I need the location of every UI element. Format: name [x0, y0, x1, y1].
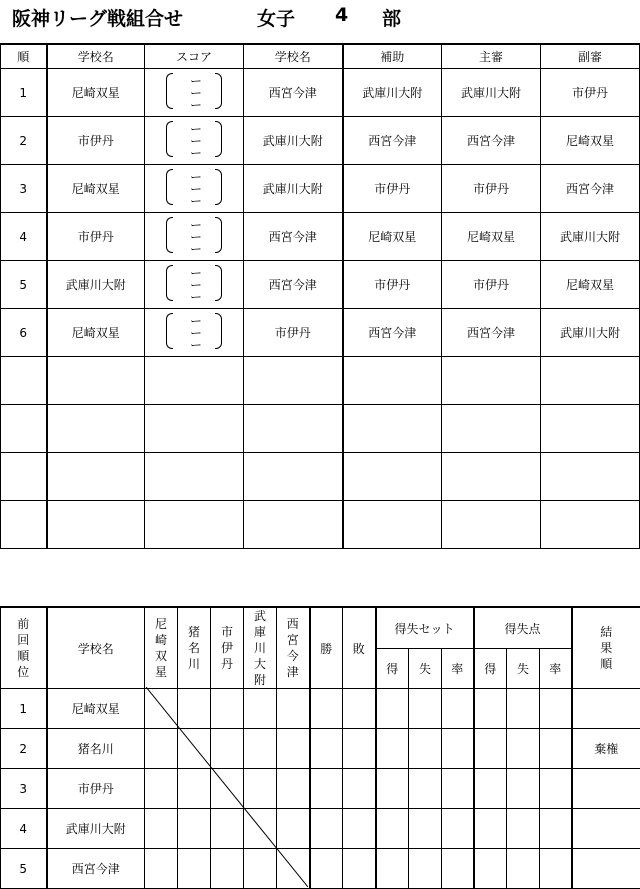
result-cell [244, 769, 277, 809]
match-row [1, 165, 640, 213]
standing-school: 猪名川 [47, 729, 145, 769]
empty-match-row [1, 453, 640, 501]
score-dash-bottom: ー [190, 195, 202, 207]
standing-rank: 4 [1, 809, 47, 849]
result-cell [211, 689, 244, 729]
match-assist: 武庫川大附 [343, 69, 442, 117]
header-points-ratio: 率 [540, 649, 572, 689]
standing-school: 尼崎双星 [47, 689, 145, 729]
score-dash-bottom: ー [190, 99, 202, 111]
standings-row [1, 809, 640, 849]
left-bracket [166, 169, 173, 205]
prev-rank-label: 前 回 順 位 [17, 617, 29, 679]
match-deputy-referee: 武庫川大附 [541, 309, 640, 357]
result-cell [211, 769, 244, 809]
set-gain-cell [376, 689, 409, 729]
score-dash-mid: ー [190, 183, 202, 195]
win-cell [310, 769, 343, 809]
match-score [145, 69, 244, 117]
header-school-b: 学校名 [244, 44, 343, 69]
header-school: 学校名 [47, 607, 145, 689]
header-points-gain: 得 [474, 649, 507, 689]
empty-cell [1, 453, 47, 501]
match-row [1, 213, 640, 261]
point-gain-cell [474, 849, 507, 889]
match-assist: 尼崎双星 [343, 213, 442, 261]
result-cell [178, 729, 211, 769]
result-cell [244, 729, 277, 769]
set-gain-cell [376, 729, 409, 769]
final-result [572, 769, 640, 809]
result-cell [145, 729, 178, 769]
empty-cell [343, 405, 442, 453]
standings-row [1, 689, 640, 729]
empty-cell [343, 357, 442, 405]
empty-cell [145, 405, 244, 453]
set-gain-cell [376, 849, 409, 889]
score-box [164, 71, 224, 111]
standing-school: 武庫川大附 [47, 809, 145, 849]
win-cell [310, 689, 343, 729]
header-assist: 補助 [343, 44, 442, 69]
match-row [1, 117, 640, 165]
result-cell [277, 849, 310, 889]
score-box [164, 119, 224, 159]
empty-match-row [1, 405, 640, 453]
standing-rank: 3 [1, 769, 47, 809]
header-opp-3 [211, 607, 244, 689]
match-assist: 西宮今津 [343, 117, 442, 165]
match-school-a: 市伊丹 [47, 117, 145, 165]
match-score [145, 117, 244, 165]
opp-label-1: 尼 崎 双 星 [155, 617, 167, 679]
score-dash-mid: ー [190, 327, 202, 339]
score-dash-top: ー [190, 219, 202, 231]
point-lose-cell [507, 809, 540, 849]
set-ratio-cell [442, 809, 474, 849]
result-cell [244, 809, 277, 849]
score-dash-bottom: ー [190, 147, 202, 159]
score-dash-top: ー [190, 315, 202, 327]
set-lose-cell [409, 689, 442, 729]
match-header-row [1, 44, 640, 69]
match-schedule-table [0, 43, 640, 549]
title-division-label: 部 [382, 4, 401, 31]
score-dash-top: ー [190, 75, 202, 87]
match-school-b: 武庫川大附 [244, 165, 343, 213]
match-chief-referee: 市伊丹 [442, 165, 541, 213]
set-lose-cell [409, 809, 442, 849]
point-lose-cell [507, 689, 540, 729]
score-dash-top: ー [190, 123, 202, 135]
score-dash-mid: ー [190, 231, 202, 243]
header-deputy-referee: 副審 [541, 44, 640, 69]
result-cell [178, 849, 211, 889]
point-ratio-cell [540, 809, 572, 849]
match-score [145, 165, 244, 213]
loss-cell [343, 729, 376, 769]
title-gender: 女子 [257, 4, 295, 31]
header-prev-rank [1, 607, 47, 689]
standing-school: 市伊丹 [47, 769, 145, 809]
final-result [572, 689, 640, 729]
set-ratio-cell [442, 769, 474, 809]
header-opp-5 [277, 607, 310, 689]
score-dash-bottom: ー [190, 243, 202, 255]
score-dash-bottom: ー [190, 339, 202, 351]
match-order: 6 [1, 309, 47, 357]
match-school-b: 武庫川大附 [244, 117, 343, 165]
standings-row [1, 849, 640, 889]
point-gain-cell [474, 769, 507, 809]
match-assist: 市伊丹 [343, 261, 442, 309]
empty-match-row [1, 501, 640, 549]
empty-cell [1, 357, 47, 405]
match-score [145, 261, 244, 309]
score-dash-mid: ー [190, 87, 202, 99]
match-deputy-referee: 尼崎双星 [541, 117, 640, 165]
match-school-b: 市伊丹 [244, 309, 343, 357]
result-cell [211, 729, 244, 769]
empty-cell [145, 501, 244, 549]
opp-label-2: 猪 名 川 [188, 625, 200, 671]
header-sets-lose: 失 [409, 649, 442, 689]
empty-cell [145, 357, 244, 405]
loss-cell [343, 809, 376, 849]
point-gain-cell [474, 809, 507, 849]
result-label: 結 果 順 [600, 625, 612, 671]
empty-cell [541, 501, 640, 549]
opp-label-3: 市 伊 丹 [221, 625, 233, 671]
set-lose-cell [409, 769, 442, 809]
empty-cell [47, 453, 145, 501]
final-result [572, 849, 640, 889]
score-dash-top: ー [190, 267, 202, 279]
empty-cell [541, 453, 640, 501]
header-chief-referee: 主審 [442, 44, 541, 69]
empty-cell [244, 357, 343, 405]
empty-cell [442, 453, 541, 501]
header-points-lose: 失 [507, 649, 540, 689]
standing-school: 西宮今津 [47, 849, 145, 889]
match-assist: 市伊丹 [343, 165, 442, 213]
match-score [145, 213, 244, 261]
set-ratio-cell [442, 849, 474, 889]
score-box [164, 311, 224, 351]
empty-cell [145, 453, 244, 501]
loss-cell [343, 849, 376, 889]
standings-table [0, 606, 640, 889]
standings-row [1, 769, 640, 809]
header-school-a: 学校名 [47, 44, 145, 69]
header-opp-2 [178, 607, 211, 689]
match-chief-referee: 武庫川大附 [442, 69, 541, 117]
match-chief-referee: 西宮今津 [442, 309, 541, 357]
match-school-b: 西宮今津 [244, 213, 343, 261]
result-cell [211, 849, 244, 889]
match-order: 5 [1, 261, 47, 309]
empty-cell [1, 501, 47, 549]
header-opp-4 [244, 607, 277, 689]
match-school-a: 尼崎双星 [47, 165, 145, 213]
match-order: 1 [1, 69, 47, 117]
score-dash-top: ー [190, 171, 202, 183]
point-gain-cell [474, 729, 507, 769]
loss-cell [343, 689, 376, 729]
result-cell [178, 689, 211, 729]
empty-cell [541, 405, 640, 453]
left-bracket [166, 73, 173, 109]
point-gain-cell [474, 689, 507, 729]
point-ratio-cell [540, 849, 572, 889]
point-ratio-cell [540, 769, 572, 809]
match-school-b: 西宮今津 [244, 69, 343, 117]
empty-cell [442, 501, 541, 549]
result-cell [277, 809, 310, 849]
left-bracket [166, 121, 173, 157]
result-cell [277, 729, 310, 769]
result-cell [145, 769, 178, 809]
match-order: 2 [1, 117, 47, 165]
match-row [1, 261, 640, 309]
header-sets-group: 得失セット [376, 607, 474, 649]
empty-cell [1, 405, 47, 453]
standing-rank: 2 [1, 729, 47, 769]
match-chief-referee: 尼崎双星 [442, 213, 541, 261]
result-cell [244, 849, 277, 889]
set-lose-cell [409, 849, 442, 889]
set-gain-cell [376, 809, 409, 849]
header-score: スコア [145, 44, 244, 69]
title-division-number: 4 [335, 4, 348, 26]
title-main: 阪神リーグ戦組合せ [12, 8, 183, 30]
result-cell [145, 849, 178, 889]
result-cell [145, 809, 178, 849]
left-bracket [166, 265, 173, 301]
result-cell [244, 689, 277, 729]
header-opp-1 [145, 607, 178, 689]
score-box [164, 215, 224, 255]
standings-header-row [1, 607, 640, 649]
match-row [1, 309, 640, 357]
header-order: 順 [1, 44, 47, 69]
match-chief-referee: 西宮今津 [442, 117, 541, 165]
header-win: 勝 [310, 607, 343, 689]
match-school-a: 尼崎双星 [47, 69, 145, 117]
set-lose-cell [409, 729, 442, 769]
result-cell [277, 769, 310, 809]
result-cell [211, 809, 244, 849]
final-result [572, 809, 640, 849]
set-ratio-cell [442, 729, 474, 769]
point-lose-cell [507, 769, 540, 809]
empty-cell [244, 501, 343, 549]
right-bracket [215, 217, 222, 253]
set-gain-cell [376, 769, 409, 809]
header-sets-gain: 得 [376, 649, 409, 689]
match-score [145, 309, 244, 357]
score-dash-bottom: ー [190, 291, 202, 303]
point-ratio-cell [540, 689, 572, 729]
set-ratio-cell [442, 689, 474, 729]
match-row [1, 69, 640, 117]
header-points-group: 得失点 [474, 607, 572, 649]
empty-cell [442, 357, 541, 405]
right-bracket [215, 265, 222, 301]
win-cell [310, 809, 343, 849]
empty-match-row [1, 357, 640, 405]
loss-cell [343, 769, 376, 809]
final-result: 棄権 [572, 729, 640, 769]
win-cell [310, 729, 343, 769]
right-bracket [215, 169, 222, 205]
right-bracket [215, 121, 222, 157]
empty-cell [343, 453, 442, 501]
empty-cell [47, 357, 145, 405]
page-title [12, 4, 183, 31]
match-order: 3 [1, 165, 47, 213]
score-dash-mid: ー [190, 279, 202, 291]
match-school-a: 市伊丹 [47, 213, 145, 261]
empty-cell [244, 405, 343, 453]
match-deputy-referee: 市伊丹 [541, 69, 640, 117]
opp-label-5: 西 宮 今 津 [287, 617, 299, 679]
right-bracket [215, 313, 222, 349]
result-cell [178, 809, 211, 849]
match-school-a: 武庫川大附 [47, 261, 145, 309]
result-cell [178, 769, 211, 809]
win-cell [310, 849, 343, 889]
empty-cell [541, 357, 640, 405]
left-bracket [166, 217, 173, 253]
result-cell [145, 689, 178, 729]
standing-rank: 1 [1, 689, 47, 729]
match-deputy-referee: 西宮今津 [541, 165, 640, 213]
standings-row [1, 729, 640, 769]
empty-cell [442, 405, 541, 453]
match-deputy-referee: 尼崎双星 [541, 261, 640, 309]
score-dash-mid: ー [190, 135, 202, 147]
empty-cell [244, 453, 343, 501]
standing-rank: 5 [1, 849, 47, 889]
header-loss: 敗 [343, 607, 376, 689]
empty-cell [47, 501, 145, 549]
point-ratio-cell [540, 729, 572, 769]
match-school-b: 西宮今津 [244, 261, 343, 309]
header-result [572, 607, 640, 689]
score-box [164, 263, 224, 303]
opp-label-4: 武 庫 川 大 附 [254, 609, 266, 687]
point-lose-cell [507, 849, 540, 889]
empty-cell [47, 405, 145, 453]
point-lose-cell [507, 729, 540, 769]
header-sets-ratio: 率 [442, 649, 474, 689]
match-deputy-referee: 武庫川大附 [541, 213, 640, 261]
match-order: 4 [1, 213, 47, 261]
result-cell [277, 689, 310, 729]
right-bracket [215, 73, 222, 109]
match-chief-referee: 市伊丹 [442, 261, 541, 309]
match-assist: 西宮今津 [343, 309, 442, 357]
empty-cell [343, 501, 442, 549]
match-school-a: 尼崎双星 [47, 309, 145, 357]
left-bracket [166, 313, 173, 349]
score-box [164, 167, 224, 207]
